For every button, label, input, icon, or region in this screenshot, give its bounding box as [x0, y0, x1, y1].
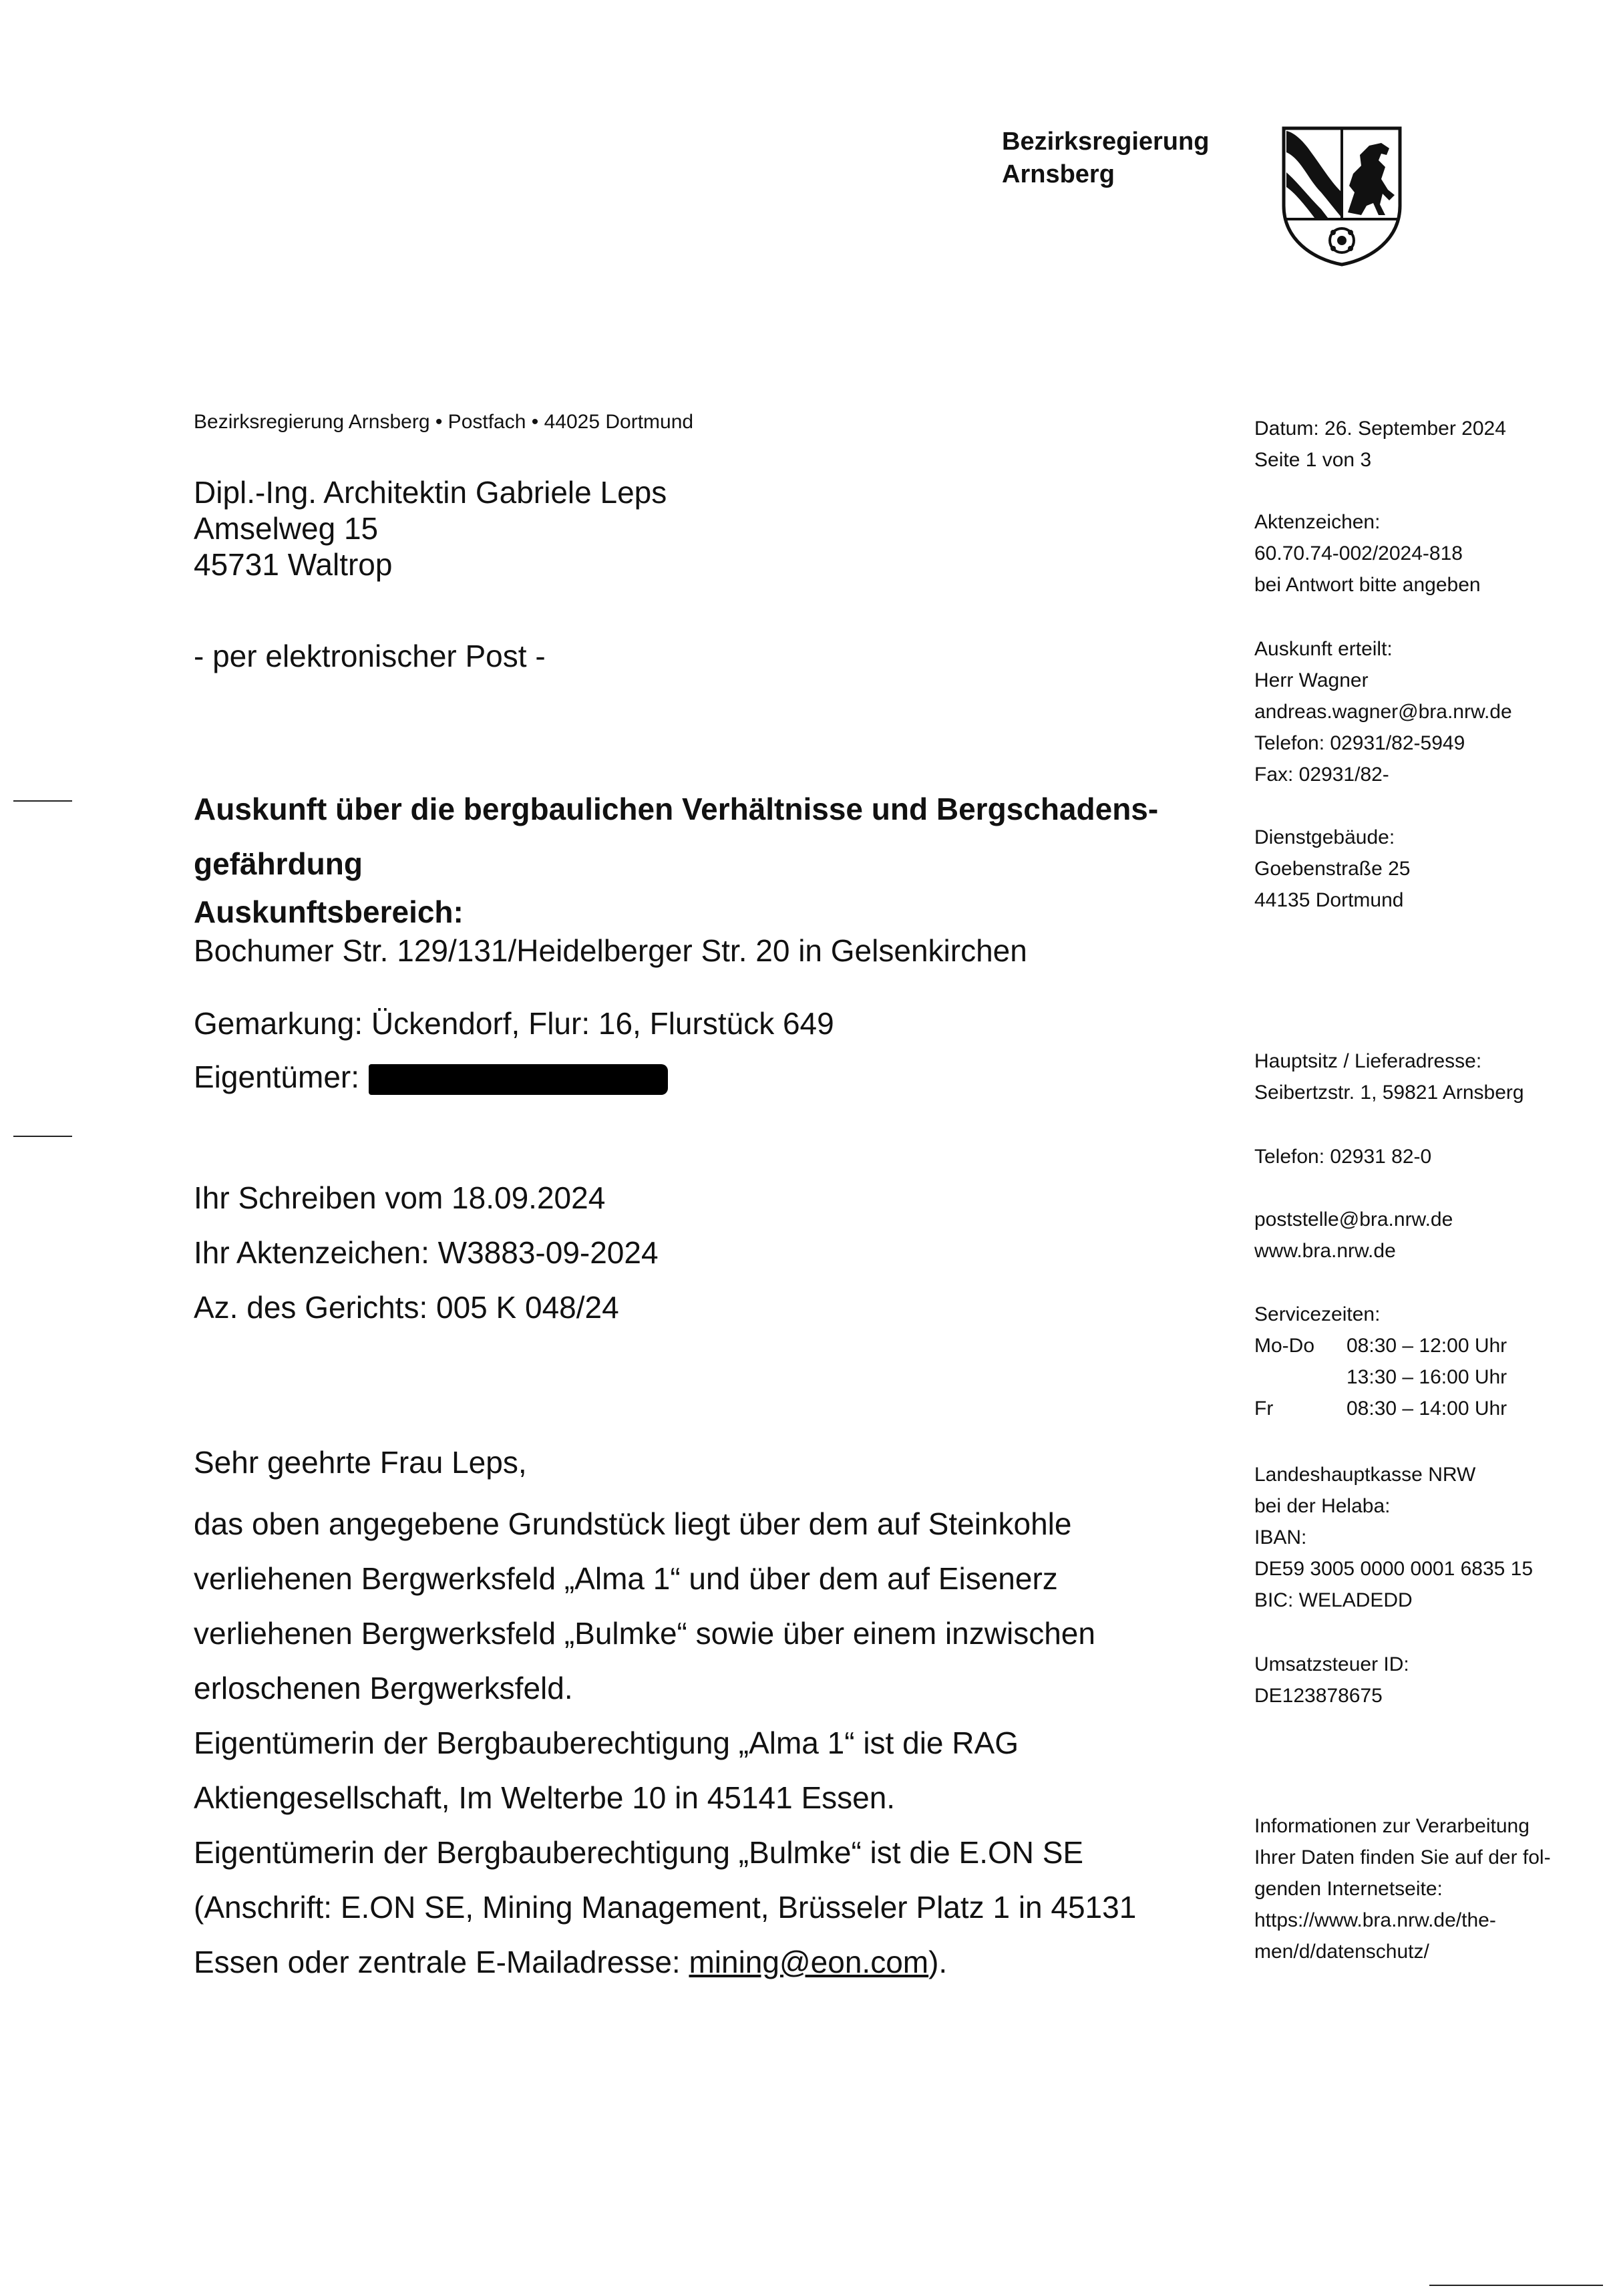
recipient-street: Amselweg 15 [194, 511, 379, 546]
letter-body [194, 1496, 1209, 1989]
building-street: Goebenstraße 25 [1254, 858, 1411, 880]
area-title: Auskunftsbereich: [194, 894, 464, 929]
office-website[interactable]: www.bra.nrw.de [1254, 1240, 1396, 1262]
sidebar-web-block [1254, 1204, 1453, 1267]
reference-your-file: Ihr Aktenzeichen: W3883-09-2024 [194, 1235, 659, 1270]
fold-mark-top [13, 800, 72, 802]
recipient-address [194, 474, 667, 583]
authority-line-1: Bezirksregierung [1002, 128, 1210, 156]
owner-label: Eigentümer: [194, 1059, 360, 1094]
sidebar-phone: Telefon: 02931 82-0 [1254, 1146, 1432, 1168]
service-time: 08:30 – 12:00 Uhr [1347, 1335, 1507, 1357]
authority-line-2: Arnsberg [1002, 160, 1115, 188]
sidebar-bank-block [1254, 1459, 1533, 1616]
service-row [1254, 1393, 1507, 1424]
iban-value: DE59 3005 0000 0001 6835 15 [1254, 1558, 1534, 1580]
bank-institute: bei der Helaba: [1254, 1495, 1391, 1517]
file-ref-note: bei Antwort bitte angeben [1254, 574, 1481, 596]
sidebar-contact-block [1254, 633, 1512, 790]
bic-value: BIC: WELADEDD [1254, 1589, 1413, 1611]
building-city: 44135 Dortmund [1254, 889, 1404, 911]
nrw-coat-of-arms-icon [1281, 126, 1403, 267]
references [194, 1170, 659, 1335]
vat-value: DE123878675 [1254, 1685, 1383, 1707]
service-label: Servicezeiten: [1254, 1303, 1381, 1325]
hq-address: Seibertzstr. 1, 59821 Arnsberg [1254, 1082, 1524, 1104]
email-link[interactable]: mining@eon.com [689, 1945, 929, 1979]
file-ref-label: Aktenzeichen: [1254, 511, 1381, 533]
footer-rule [1429, 2285, 1603, 2286]
contact-phone: Telefon: 02931/82-5949 [1254, 732, 1465, 754]
body-paragraph-3 [194, 1825, 1209, 1989]
delivery-note: - per elektronischer Post - [194, 639, 546, 673]
subject-line-2: gefährdung [194, 846, 363, 881]
sidebar-date-block [1254, 413, 1506, 476]
paragraph-3-text: Eigentümerin der Bergbauberechtigung „Bulmke“ ist die E.ON SE (Anschrift: E.ON SE, Mining Management, Brüsseler Platz 1 in 45131 Essen oder zentrale E-Mailadresse: [194, 1835, 1137, 1979]
sidebar-hq-block [1254, 1045, 1524, 1108]
sidebar-service-block [1254, 1299, 1507, 1424]
paragraph-3-end: ). [928, 1945, 948, 1979]
contact-name: Herr Wagner [1254, 669, 1369, 691]
subject-line-1: Auskunft über die bergbaulichen Verhältnisse und Bergschadens- [194, 792, 1159, 826]
contact-fax: Fax: 02931/82- [1254, 764, 1389, 786]
body-paragraph-2: Eigentümerin der Bergbauberechtigung „Alma 1“ ist die RAG Aktiengesellschaft, Im Welterbe 10 in 45141 Essen. [194, 1726, 1019, 1815]
privacy-link-line-1[interactable]: https://www.bra.nrw.de/the- [1254, 1909, 1496, 1931]
recipient-city: 45731 Waltrop [194, 547, 393, 582]
service-day: Mo-Do [1254, 1335, 1315, 1357]
parcel-info: Gemarkung: Ückendorf, Flur: 16, Flurstück 649 [194, 1006, 834, 1041]
sender-return-address: Bezirksregierung Arnsberg • Postfach • 44025 Dortmund [194, 411, 694, 433]
privacy-line-3: genden Internetseite: [1254, 1878, 1443, 1900]
service-day: Fr [1254, 1398, 1274, 1420]
privacy-line-2: Ihrer Daten finden Sie auf der fol- [1254, 1846, 1551, 1868]
service-time: 08:30 – 14:00 Uhr [1347, 1398, 1507, 1420]
authority-name [1002, 126, 1209, 191]
reference-court: Az. des Gerichts: 005 K 048/24 [194, 1290, 619, 1325]
office-email[interactable]: poststelle@bra.nrw.de [1254, 1208, 1453, 1231]
file-ref-value: 60.70.74-002/2024-818 [1254, 542, 1463, 564]
owner-line [194, 1059, 668, 1095]
letter-date: Datum: 26. September 2024 [1254, 418, 1506, 440]
hq-label: Hauptsitz / Lieferadresse: [1254, 1050, 1482, 1072]
privacy-line-1: Informationen zur Verarbeitung [1254, 1815, 1530, 1837]
bank-name: Landeshauptkasse NRW [1254, 1464, 1476, 1486]
building-label: Dienstgebäude: [1254, 826, 1395, 848]
vat-label: Umsatzsteuer ID: [1254, 1653, 1409, 1675]
service-time: 13:30 – 16:00 Uhr [1347, 1366, 1507, 1388]
contact-email[interactable]: andreas.wagner@bra.nrw.de [1254, 701, 1512, 723]
salutation: Sehr geehrte Frau Leps, [194, 1445, 527, 1480]
reference-letter-date: Ihr Schreiben vom 18.09.2024 [194, 1180, 606, 1215]
recipient-name: Dipl.-Ing. Architektin Gabriele Leps [194, 475, 667, 510]
privacy-link-line-2[interactable]: men/d/datenschutz/ [1254, 1941, 1429, 1963]
sidebar-privacy-block [1254, 1810, 1551, 1967]
sidebar-reference-block [1254, 506, 1481, 601]
contact-label: Auskunft erteilt: [1254, 638, 1393, 660]
sidebar-building-block [1254, 822, 1410, 916]
subject-heading [194, 782, 1158, 891]
area-value: Bochumer Str. 129/131/Heidelberger Str. 20 in Gelsenkirchen [194, 933, 1027, 968]
service-row [1254, 1361, 1507, 1393]
iban-label: IBAN: [1254, 1526, 1307, 1548]
fold-mark-bottom [13, 1136, 72, 1137]
page-number: Seite 1 von 3 [1254, 449, 1372, 471]
body-paragraph-1: das oben angegebene Grundstück liegt über dem auf Steinkohle verliehenen Bergwerksfeld „Alma 1“ und über dem auf Eisenerz verliehenen Bergwerksfeld „Bulmke“ sowie über einem inzwischen erloschenen Bergwerksfeld. [194, 1506, 1095, 1705]
service-row [1254, 1330, 1507, 1361]
owner-redaction [369, 1064, 668, 1095]
sidebar-vat-block [1254, 1649, 1409, 1711]
